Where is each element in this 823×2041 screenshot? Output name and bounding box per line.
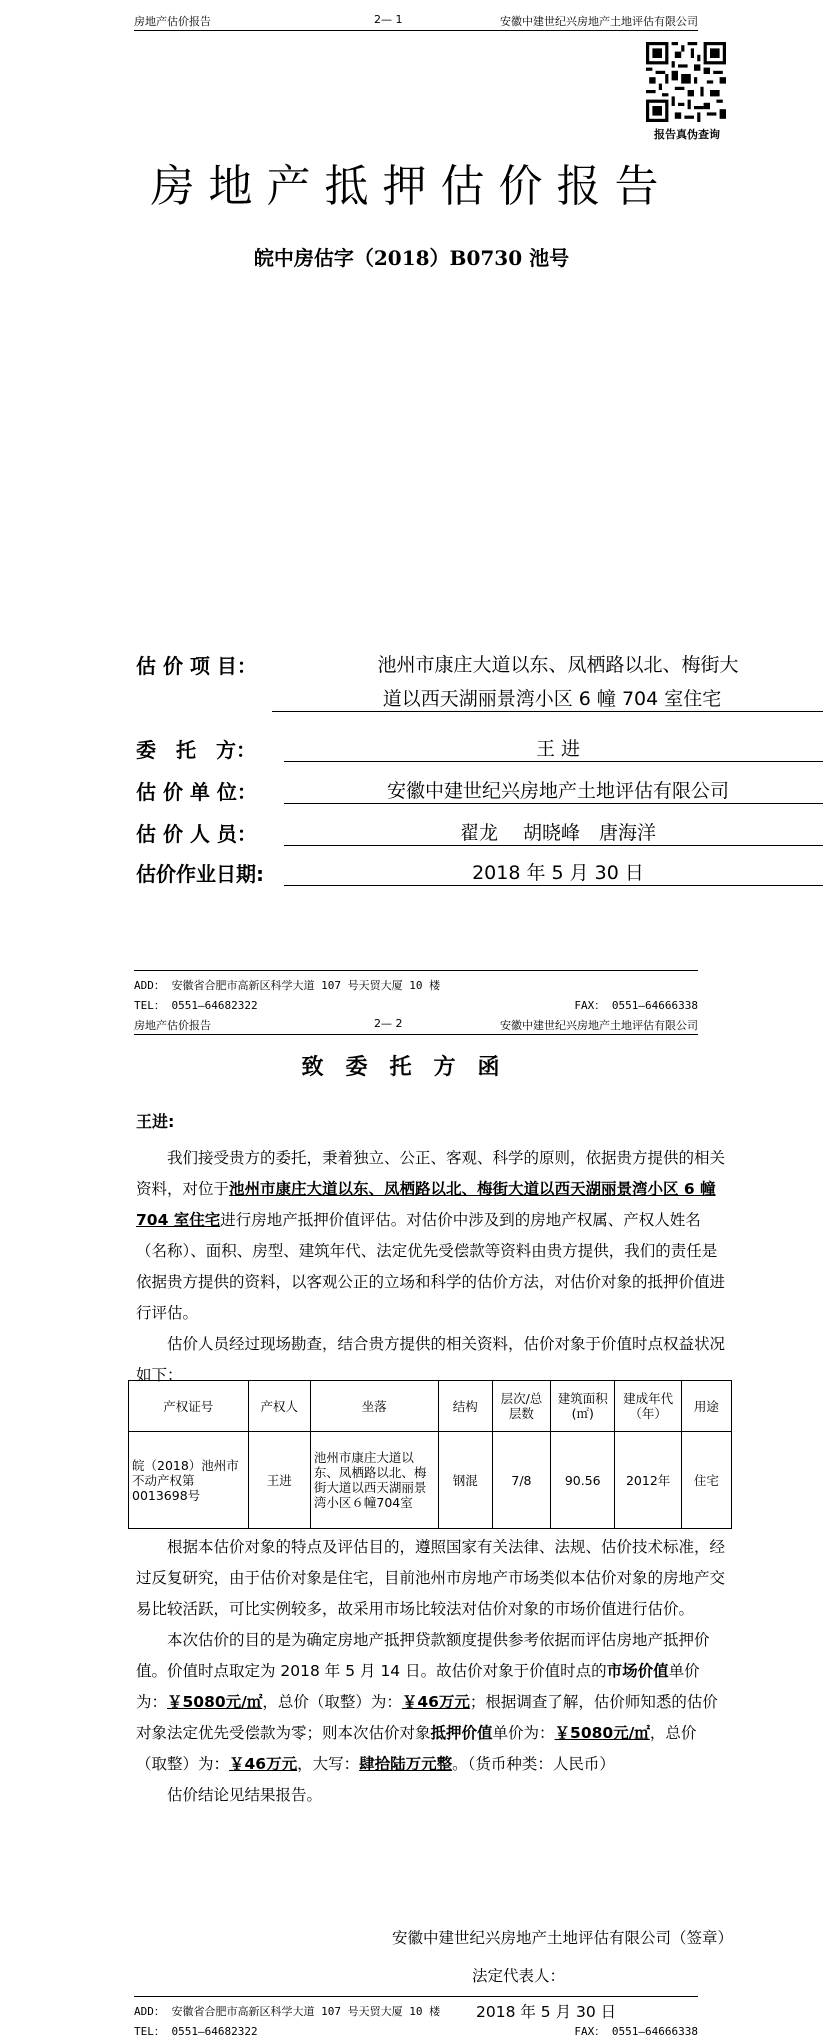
letter-body <box>136 1106 726 1391</box>
table-cell: 2012年 <box>615 1432 681 1529</box>
header-left: 房地产估价报告 <box>134 1019 211 1032</box>
signature-representative: 法定代表人： <box>472 1967 566 1985</box>
header-left: 房地产估价报告 <box>134 15 211 28</box>
p4-e: ，总价（取整）为： <box>262 1693 402 1711</box>
market-unit-price: ￥5080元/㎡ <box>167 1693 263 1711</box>
col-header: 产权证号 <box>129 1381 249 1432</box>
header-page-number: 2— 2 <box>374 1017 403 1030</box>
p4-g: ；根据调查了解，估价师知悉的估价对象法定优先受偿款为零；则本次估价对象 <box>136 1693 718 1742</box>
table-cell: 皖（2018）池州市不动产权第0013698号 <box>129 1432 249 1529</box>
footer-tel: TEL： 0551—64682322 <box>134 2025 258 2038</box>
page-footer <box>134 1996 698 2041</box>
table-cell: 王进 <box>248 1432 310 1529</box>
property-address: 池州市康庄大道以东、凤栖路以北、梅街大道以西天湖丽景湾小区 6 幢 704 室住宅 <box>136 1180 716 1229</box>
page-2 <box>0 1012 823 2040</box>
paragraph-4 <box>136 1625 726 1780</box>
table-cell: 钢混 <box>438 1432 492 1529</box>
property-table <box>128 1380 732 1529</box>
table-header-row <box>129 1381 732 1432</box>
table-cell: 7/8 <box>492 1432 550 1529</box>
page-header <box>134 1012 698 1035</box>
project-value-line2: 道以西天湖丽景湾小区 6 幢 704 室住宅 <box>272 684 823 712</box>
mortgage-total-price: ￥46万元 <box>229 1755 298 1773</box>
footer-address: ADD： 安徽省合肥市高新区科学大道 107 号天贸大厦 10 楼 <box>134 979 441 992</box>
signature-date: 2018 年 5 月 30 日 <box>476 2003 617 2021</box>
col-header: 结构 <box>438 1381 492 1432</box>
paragraph-1 <box>136 1143 726 1329</box>
p4-i: 单价为： <box>492 1724 555 1742</box>
market-total-price: ￥46万元 <box>401 1693 470 1711</box>
mortgage-unit-price: ￥5080元/㎡ <box>554 1724 650 1742</box>
header-company: 安徽中建世纪兴房地产土地评估有限公司 <box>500 1019 698 1032</box>
paragraph-5: 估价结论见结果报告。 <box>167 1786 323 1804</box>
page-1 <box>0 0 823 1012</box>
p4-c: 单价为： <box>136 1662 700 1711</box>
signature-company: 安徽中建世纪兴房地产土地评估有限公司（签章） <box>392 1929 734 1947</box>
letter-body-2 <box>136 1532 726 1811</box>
table-cell: 池州市康庄大道以东、凤栖路以北、梅街大道以西天湖丽景湾小区６幢704室 <box>310 1432 438 1529</box>
unit-value: 安徽中建世纪兴房地产土地评估有限公司 <box>284 776 823 804</box>
unit-label: 估 价 单 位： <box>136 780 257 804</box>
date-value: 2018 年 5 月 30 日 <box>284 858 823 886</box>
page-header <box>134 8 698 31</box>
p4-o: 。（货币种类：人民币） <box>452 1755 615 1773</box>
col-header: 建成年代（年） <box>615 1381 681 1432</box>
table-cell: 90.56 <box>551 1432 615 1529</box>
footer-fax: FAX： 0551—64666338 <box>574 2025 698 2038</box>
col-header: 用途 <box>681 1381 731 1432</box>
market-value-label: 市场价值 <box>606 1662 669 1680</box>
paragraph-3: 根据本估价对象的特点及评估目的，遵照国家有关法律、法规、估价技术标准，经过反复研究，由于估价对象是住宅，目前池州市房地产市场类似本估价对象的房地产交易比较活跃，可比实例较多，故采用市场比较法对估价对象的市场价值进行估价。 <box>136 1538 726 1618</box>
project-value-line1: 池州市康庄大道以东、凤栖路以北、梅街大 <box>377 654 739 676</box>
paragraph-2: 估价人员经过现场勘查，结合贵方提供的相关资料，估价对象于价值时点权益状况如下： <box>136 1335 726 1384</box>
col-header: 产权人 <box>248 1381 310 1432</box>
total-in-words: 肆拾陆万元整 <box>359 1755 453 1773</box>
qr-code-icon <box>646 42 726 122</box>
col-header: 建筑面积(㎡) <box>551 1381 615 1432</box>
p1-text-c: 进行房地产抵押价值评估。对估价中涉及到的房地产权属、产权人姓名（名称）、面积、房型、建筑年代、法定优先受偿款等资料由贵方提供，我们的责任是依据贵方提供的资料，以客观公正的立场和科学的估价方法，对估价对象的抵押价值进行评估。 <box>136 1211 726 1322</box>
qr-caption: 报告真伪查询 <box>654 128 720 141</box>
table-cell: 住宅 <box>681 1432 731 1529</box>
report-title: 房地产抵押估价报告 <box>150 161 673 212</box>
p4-a: 本次估价的目的是为确定房地产抵押贷款额度提供参考依据而评估房地产抵押价值。价值时点取定为 2018 年 5 月 14 日。故估价对象于价值时点的 <box>136 1631 710 1680</box>
col-header: 层次/总层数 <box>492 1381 550 1432</box>
page-footer <box>134 970 698 1013</box>
date-label: 估价作业日期: <box>136 862 264 886</box>
header-page-number: 2— 1 <box>374 13 403 26</box>
p4-k: ，总价（取整）为： <box>136 1724 697 1773</box>
p4-m: ，大写： <box>297 1755 360 1773</box>
project-label: 估 价 项 目： <box>136 654 257 678</box>
footer-fax: FAX： 0551—64666338 <box>574 999 698 1012</box>
staff-value: 翟龙 胡晓峰 唐海洋 <box>284 818 823 846</box>
client-value: 王 进 <box>284 734 823 762</box>
staff-label: 估 价 人 员： <box>136 822 257 846</box>
letter-title: 致委托方函 <box>301 1054 522 1080</box>
footer-address: ADD： 安徽省合肥市高新区科学大道 107 号天贸大厦 10 楼 <box>134 2005 441 2018</box>
footer-tel: TEL： 0551—64682322 <box>134 999 258 1012</box>
salutation: 王进: <box>136 1112 175 1131</box>
client-label: 委 托 方： <box>136 738 256 762</box>
mortgage-value-label: 抵押价值 <box>430 1724 493 1742</box>
col-header: 坐落 <box>310 1381 438 1432</box>
p1-text-a: 我们接受贵方的委托，秉着独立、公正、客观、科学的原则，依据贵方提供的相关资料，对位于 <box>136 1149 726 1198</box>
table-row <box>129 1432 732 1529</box>
header-company: 安徽中建世纪兴房地产土地评估有限公司 <box>500 15 698 28</box>
document-number: 皖中房估字（2018）B0730 池号 <box>253 246 570 270</box>
